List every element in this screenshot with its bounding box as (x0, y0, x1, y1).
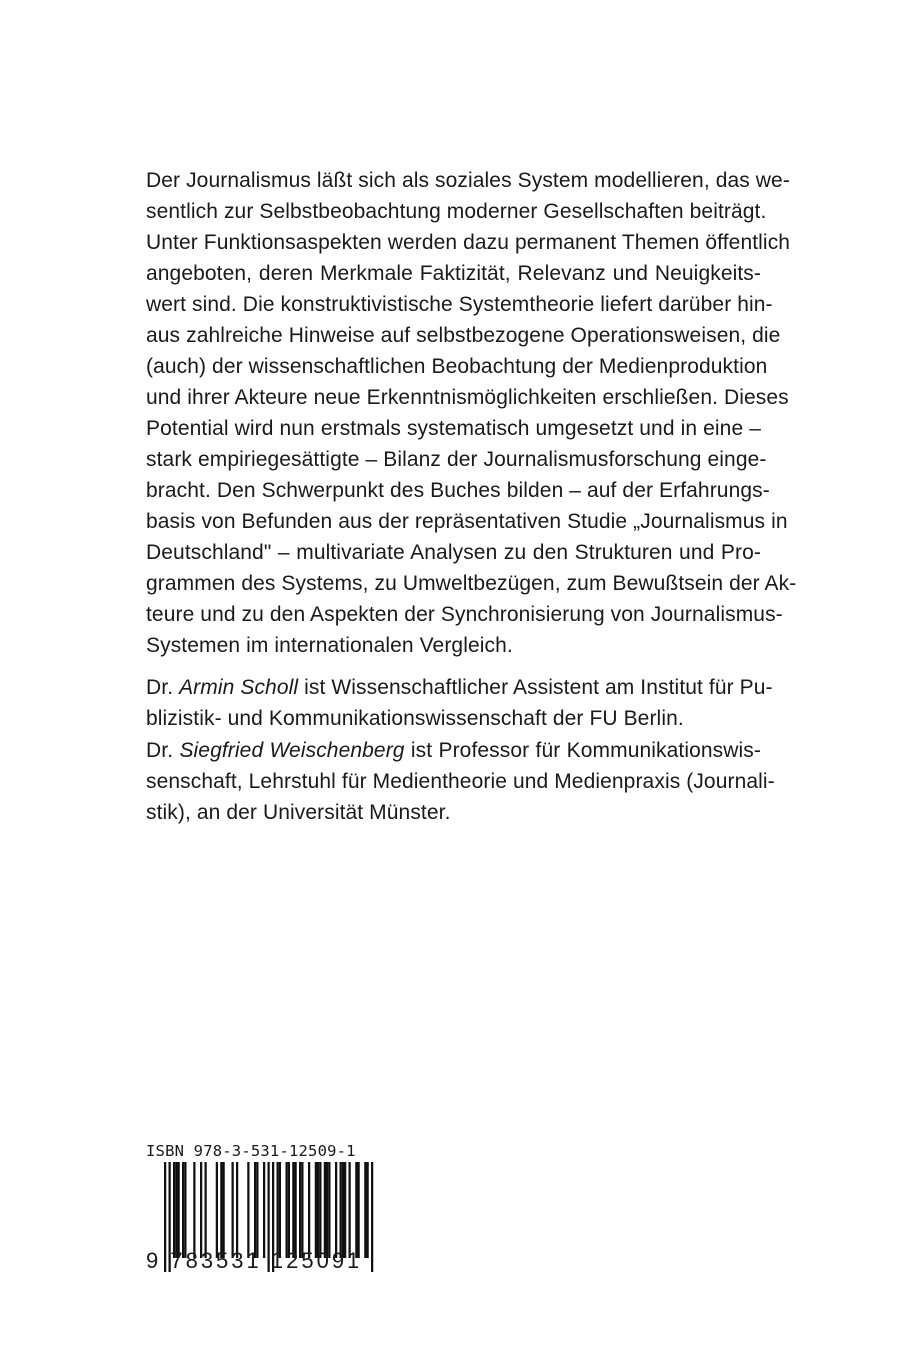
barcode-bar (254, 1162, 256, 1258)
isbn-label: ISBN 978-3-531-12509-1 (146, 1142, 356, 1160)
blurb-line: Potential wird nun erstmals systematisch umgesetzt und in eine – (146, 417, 761, 440)
author-prefix: Dr. (146, 739, 174, 762)
barcode-bar (232, 1162, 234, 1258)
barcode-bar (223, 1162, 225, 1258)
blurb-line: grammen des Systems, zu Umweltbezügen, zum Bewußtsein der Ak- (146, 572, 797, 595)
barcode-bar (308, 1162, 310, 1258)
barcode-bar (317, 1162, 319, 1258)
blurb-line: sentlich zur Selbstbeobachtung moderner Gesellschaften beiträgt. (146, 200, 767, 223)
barcode-bar (256, 1162, 258, 1258)
author-bio-line (146, 735, 761, 766)
barcode-bar (344, 1162, 346, 1258)
blurb-line: stark empiriegesättigte – Bilanz der Journalismusforschung einge- (146, 448, 767, 471)
barcode-bar (335, 1162, 337, 1258)
barcode-bar (315, 1162, 317, 1258)
barcode-bar (184, 1162, 186, 1258)
blurb-line: Unter Funktionsaspekten werden dazu permanent Themen öffentlich (146, 231, 791, 254)
barcode-bar (292, 1162, 294, 1258)
barcode-bar (367, 1162, 369, 1258)
barcode-bar (205, 1162, 207, 1258)
barcode-bar (263, 1162, 265, 1258)
blurb-line: angeboten, deren Merkmale Faktizität, Relevanz und Neuigkeits- (146, 262, 761, 285)
blurb-line: basis von Befunden aus der repräsentativen Studie „Journalismus in (146, 510, 788, 533)
barcode-bar (319, 1162, 321, 1258)
blurb-line: wert sind. Die konstruktivistische Systemtheorie liefert darüber hin- (146, 293, 773, 316)
barcode-bar (295, 1162, 297, 1258)
barcode-bar (342, 1162, 344, 1258)
barcode-bar (355, 1162, 357, 1258)
barcode-bar (326, 1162, 328, 1258)
barcode-bar (178, 1162, 180, 1258)
barcode-bar (182, 1162, 184, 1258)
author-bio-line: stik), an der Universität Münster. (146, 801, 451, 824)
ean-digits: 9 783531 125091 (146, 1248, 363, 1273)
author-bio-text: ist Professor für Kommunikationswis- (410, 739, 761, 762)
blurb-line: Der Journalismus läßt sich als soziales System modellieren, das we- (146, 169, 790, 192)
barcode-bar (371, 1162, 373, 1272)
barcode-bar (247, 1162, 249, 1258)
barcode-bar (324, 1162, 326, 1258)
author-bio-scholl (146, 672, 773, 734)
author-bio-line (146, 672, 773, 703)
author-prefix: Dr. (146, 676, 174, 699)
barcode-bar (175, 1162, 177, 1258)
blurb-line: und ihrer Akteure neue Erkenntnismöglichkeiten erschließen. Dieses (146, 386, 789, 409)
isbn-barcode-block (146, 1142, 376, 1272)
barcode-bar (277, 1162, 279, 1258)
author-name: Armin Scholl (179, 676, 299, 699)
barcode-bar (236, 1162, 238, 1258)
author-bio-weischenberg (146, 735, 775, 828)
barcode-bar (286, 1162, 288, 1258)
barcode-bar (200, 1162, 202, 1258)
barcode-bar (299, 1162, 301, 1258)
blurb-line: Deutschland" – multivariate Analysen zu den Strukturen und Pro- (146, 541, 761, 564)
blurb-line: aus zahlreiche Hinweise auf selbstbezogene Operationsweisen, die (146, 324, 781, 347)
barcode-bar (173, 1162, 175, 1258)
barcode-bar (220, 1162, 222, 1258)
blurb-line: teure und zu den Aspekten der Synchronisierung von Journalismus- (146, 603, 783, 626)
author-bio-line: senschaft, Lehrstuhl für Medientheorie und Medienpraxis (Journali- (146, 770, 775, 793)
barcode-bar (193, 1162, 195, 1258)
author-bio-line: blizistik- und Kommunikationswissenschaft der FU Berlin. (146, 707, 684, 730)
barcode-bar (288, 1162, 290, 1258)
barcode-bar (279, 1162, 281, 1258)
author-name: Siegfried Weischenberg (179, 739, 405, 762)
barcode-bar (216, 1162, 218, 1258)
barcode-bar (358, 1162, 360, 1258)
barcode-bar (364, 1162, 366, 1258)
blurb-line: bracht. Den Schwerpunkt des Buches bilden – auf der Erfahrungs- (146, 479, 770, 502)
barcode-bar (301, 1162, 303, 1258)
blurb-line: Systemen im internationalen Vergleich. (146, 634, 513, 657)
author-bio-text: ist Wissenschaftlicher Assistent am Institut für Pu- (304, 676, 773, 699)
barcode-bar (349, 1162, 351, 1258)
blurb-paragraph (146, 165, 797, 661)
blurb-line: (auch) der wissenschaftlichen Beobachtung der Medienproduktion (146, 355, 768, 378)
barcode-bar (340, 1162, 342, 1258)
barcode-bar (328, 1162, 330, 1258)
